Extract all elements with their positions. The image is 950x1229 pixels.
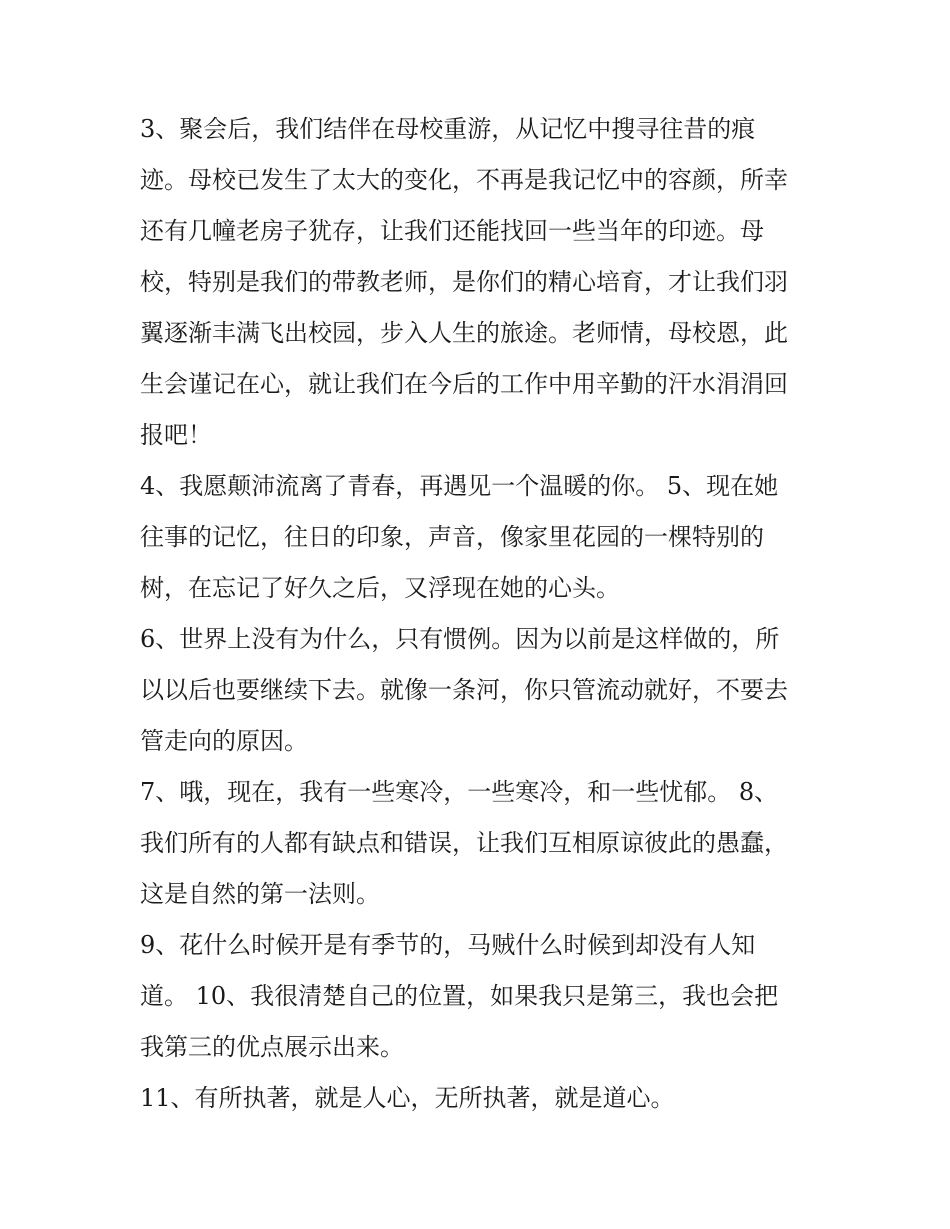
text-line: 迹。母校已发生了太大的变化，不再是我记忆中的容颜，所幸 [140, 166, 788, 194]
text-line: 9、花什么时候开是有季节的，马贼什么时候到却没有人知 [140, 931, 756, 959]
text-line: 往事的记忆，往日的印象，声音，像家里花园的一棵特别的 [140, 523, 764, 551]
text-line: 7、哦，现在，我有一些寒冷，一些寒冷，和一些忧郁。 8、 [140, 778, 779, 806]
text-line: 报吧！ [140, 421, 212, 449]
text-line: 翼逐渐丰满飞出校园，步入人生的旅途。老师情，母校恩，此 [140, 319, 788, 347]
text-line: 树，在忘记了好久之后，又浮现在她的心头。 [140, 574, 620, 602]
text-line: 校，特别是我们的带教老师，是你们的精心培育，才让我们羽 [140, 268, 788, 296]
text-line: 以以后也要继续下去。就像一条河，你只管流动就好，不要去 [140, 676, 788, 704]
text-line: 3、聚会后，我们结伴在母校重游，从记忆中搜寻往昔的痕 [140, 115, 756, 143]
text-line: 这是自然的第一法则。 [140, 880, 380, 908]
text-line: 我们所有的人都有缺点和错误，让我们互相原谅彼此的愚蠢， [140, 829, 788, 857]
text-line: 还有几幢老房子犹存，让我们还能找回一些当年的印迹。母 [140, 217, 764, 245]
text-line: 道。 10、我很清楚自己的位置，如果我只是第三，我也会把 [140, 982, 779, 1010]
text-line: 我第三的优点展示出来。 [140, 1033, 404, 1061]
text-line: 管走向的原因。 [140, 727, 308, 755]
text-line: 4、我愿颠沛流离了青春，再遇见一个温暖的你。 5、现在她 [140, 472, 779, 500]
document-body [140, 104, 820, 1124]
text-line: 6、世界上没有为什么，只有惯例。因为以前是这样做的，所 [140, 625, 780, 653]
text-line: 生会谨记在心，就让我们在今后的工作中用辛勤的汗水涓涓回 [140, 370, 788, 398]
text-line: 11、有所执著，就是人心，无所执著，就是道心。 [140, 1084, 675, 1112]
